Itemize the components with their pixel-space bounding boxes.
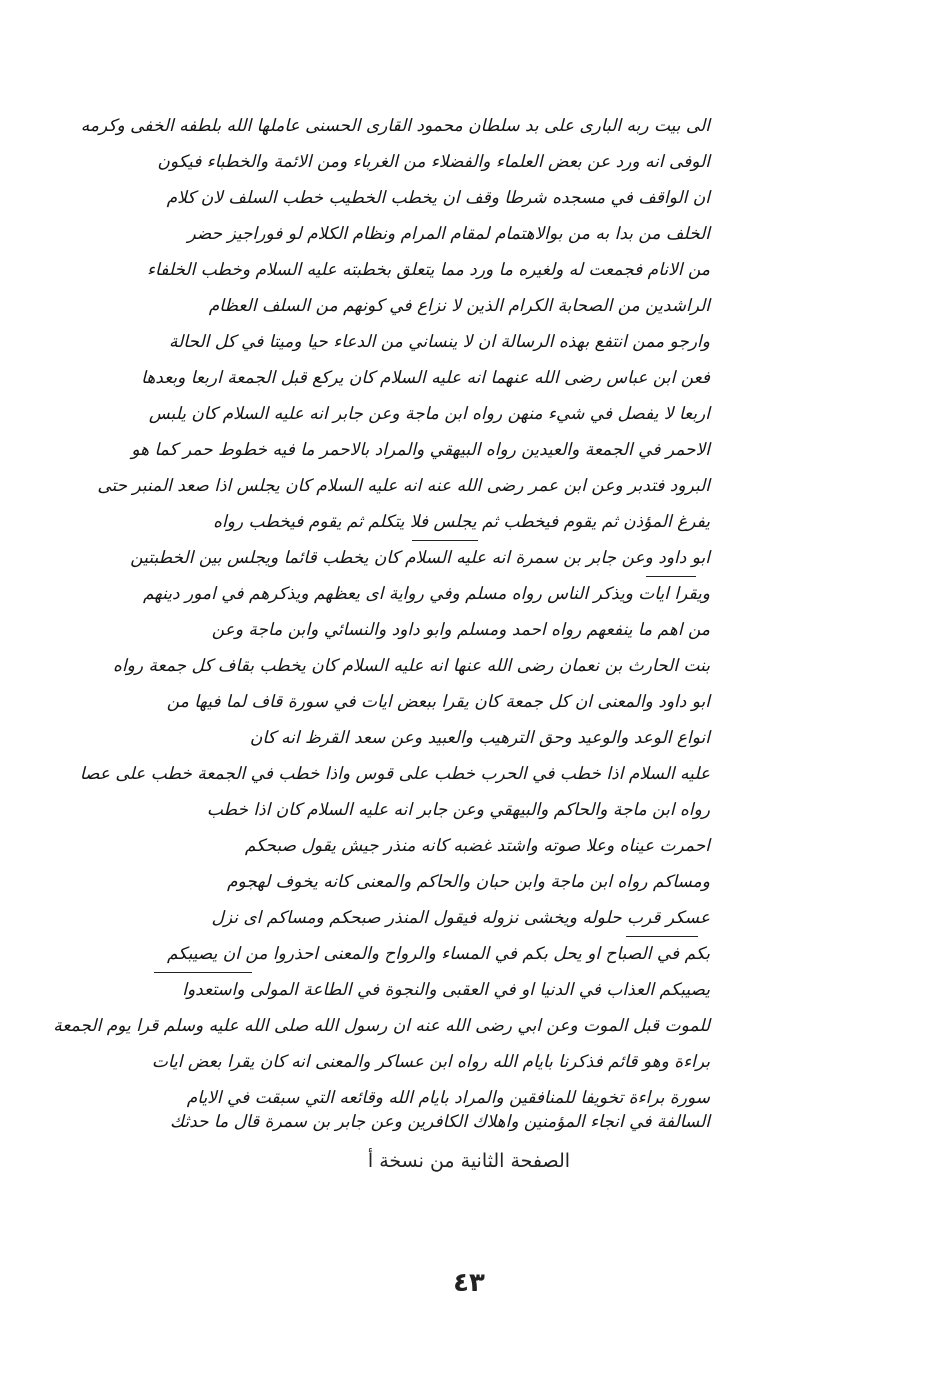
- manuscript-line: انواع الوعد والوعيد وحق الترهيب والعبيد وعن سعد القرظ انه كان: [249, 728, 710, 748]
- page-number: ٤٣: [453, 1268, 485, 1298]
- manuscript-line: الى بيت ربه البارى على بد سلطان محمود القارى الحسنى عاملها الله بلطفه الخفى وكرمه: [80, 116, 710, 136]
- manuscript-line: سورة براءة تخويفا للمنافقين والمراد بايام الله وقائعه التي سبقت في الايام: [186, 1088, 710, 1108]
- manuscript-line: يفرغ المؤذن ثم يقوم فيخطب ثم يجلس فلا يتكلم ثم يقوم فيخطب رواه: [213, 512, 710, 532]
- manuscript-line: اربعا لا يفصل في شيء منهن رواه ابن ماجة وعن جابر انه عليه السلام كان يلبس: [148, 404, 710, 424]
- manuscript-line: ابو داود والمعنى ان كل جمعة كان يقرا ببعض ايات في سورة قاف لما فيها من: [166, 692, 710, 712]
- manuscript-line: السالفة في انجاء المؤمنين واهلاك الكافرين وعن جابر بن سمرة قال ما حدثك: [170, 1112, 710, 1132]
- manuscript-line: ان الواقف في مسجده شرطا وقف ان يخطب الخطيب خطب السلف لان كلام: [166, 188, 710, 208]
- manuscript-line: وارجو ممن انتفع بهذه الرسالة ان لا ينساني من الدعاء حيا وميتا في كل الحالة: [169, 332, 710, 352]
- manuscript-line: بنت الحارث بن نعمان رضى الله عنها انه عليه السلام كان يخطب بقاف كل جمعة رواه: [113, 656, 710, 676]
- manuscript-line: الوفى انه ورد عن بعض العلماء والفضلاء من الغرباء ومن الائمة والخطباء فيكون: [157, 152, 710, 172]
- manuscript-line: احمرت عيناه وعلا صوته واشتد غضبه كانه منذر جيش يقول صبحكم: [244, 836, 710, 856]
- manuscript-text-block: [53, 100, 710, 1140]
- manuscript-line: الاحمر في الجمعة والعيدين رواه البيهقي والمراد بالاحمر ما فيه خطوط حمر كما هو: [131, 440, 710, 460]
- manuscript-line: من اهم ما ينفعهم رواه احمد ومسلم وابو داود والنسائي وابن ماجة وعن: [211, 620, 710, 640]
- manuscript-line: عليه السلام اذا خطب في الحرب خطب على قوس واذا خطب في الجمعة خطب على عصا: [79, 764, 710, 784]
- manuscript-line: من الانام فجمعت له ولغيره ما ورد مما يتعلق بخطبته عليه السلام وخطب الخلفاء: [147, 260, 710, 280]
- manuscript-line: الراشدين من الصحابة الكرام الذين لا نزاع في كونهم من السلف العظام: [208, 296, 710, 316]
- manuscript-line: رواه ابن ماجة والحاكم والبيهقي وعن جابر انه عليه السلام كان اذا خطب: [206, 800, 710, 820]
- underline-mark: [626, 936, 698, 937]
- manuscript-line: الخلف من بدا به من بوالاهتمام لمقام المرام ونظام الكلام لو فوراجيز حضر: [187, 224, 710, 244]
- manuscript-line: ابو داود وعن جابر بن سمرة انه عليه السلام كان يخطب قائما ويجلس بين الخطبتين: [130, 548, 710, 568]
- manuscript-line: يصيبكم العذاب في الدنيا او في العقبى والنجوة في الطاعة المولى واستعدوا: [182, 980, 710, 1000]
- manuscript-line: فعن ابن عباس رضى الله عنهما انه عليه السلام كان يركع قبل الجمعة اربعا وبعدها: [141, 368, 710, 388]
- manuscript-line: عسكر قرب حلوله ويخشى نزوله فيقول المنذر صبحكم ومساكم اى نزل: [211, 908, 710, 928]
- manuscript-line: للموت قبل الموت وعن ابي رضى الله عنه ان رسول الله صلى الله عليه وسلم قرا يوم الجمعة: [53, 1016, 710, 1036]
- manuscript-line: ويقرا ايات ويذكر الناس رواه مسلم وفي رواية اى يعظهم ويذكرهم في امور دينهم: [143, 584, 710, 604]
- page-caption: الصفحة الثانية من نسخة أ: [367, 1150, 571, 1172]
- manuscript-line: بكم في الصباح او يحل بكم في المساء والرواح والمعنى احذروا من ان يصيبكم: [166, 944, 710, 964]
- underline-mark: [154, 972, 252, 973]
- manuscript-line: ومساكم رواه ابن ماجة وابن حبان والحاكم والمعنى كانه يخوف لهجوم: [226, 872, 710, 892]
- manuscript-line: براءة وهو قائم فذكرنا بايام الله رواه ابن عساكر والمعنى انه كان يقرا بعض ايات: [151, 1052, 710, 1072]
- underline-mark: [646, 576, 696, 577]
- underline-mark: [412, 540, 478, 541]
- manuscript-line: البرود فتدبر وعن ابن عمر رضى الله عنه انه عليه السلام كان يجلس اذا صعد المنبر حتى: [97, 476, 710, 496]
